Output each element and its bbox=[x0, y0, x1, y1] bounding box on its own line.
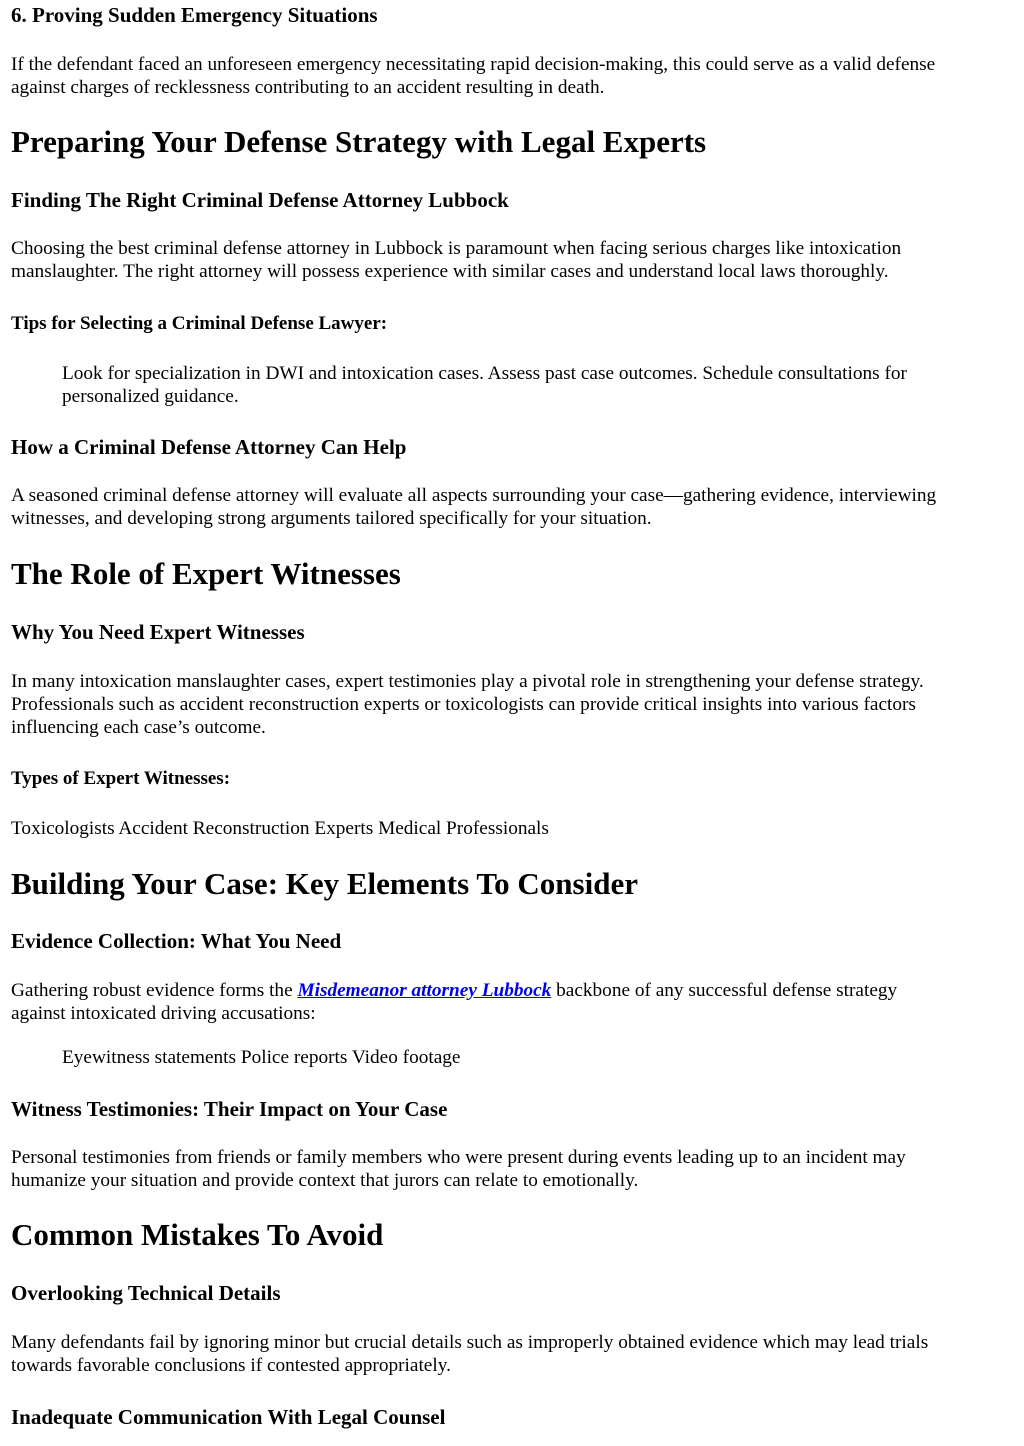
subheading-communication: Inadequate Communication With Legal Counsel bbox=[11, 1405, 446, 1429]
subheading-technical: Overlooking Technical Details bbox=[11, 1281, 281, 1305]
section-heading-mistakes: Common Mistakes To Avoid bbox=[11, 1217, 384, 1252]
subheading-evidence: Evidence Collection: What You Need bbox=[11, 929, 342, 953]
subheading-why-need: Why You Need Expert Witnesses bbox=[11, 620, 305, 644]
misdemeanor-attorney-link[interactable]: Misdemeanor attorney Lubbock bbox=[297, 980, 552, 1001]
paragraph-line: manslaughter. The right attorney will possess experience with similar cases and understand local laws thoroughly. bbox=[11, 261, 889, 282]
paragraph-line: against intoxicated driving accusations: bbox=[11, 1003, 316, 1024]
section-heading-sudden-emergency: 6. Proving Sudden Emergency Situations bbox=[11, 3, 378, 27]
subheading-testimonies: Witness Testimonies: Their Impact on Your Case bbox=[11, 1097, 448, 1121]
paragraph-line: humanize your situation and provide context that jurors can relate to emotionally. bbox=[11, 1170, 639, 1191]
paragraph-line bbox=[11, 979, 897, 1002]
list-item: personalized guidance. bbox=[62, 386, 239, 407]
section-heading-expert-witnesses: The Role of Expert Witnesses bbox=[11, 556, 401, 591]
paragraph-line: towards favorable conclusions if contested appropriately. bbox=[11, 1355, 451, 1376]
subheading-tips: Tips for Selecting a Criminal Defense Lawyer: bbox=[11, 313, 388, 334]
subheading-finding-attorney: Finding The Right Criminal Defense Attorney Lubbock bbox=[11, 188, 509, 212]
text-run: Gathering robust evidence forms the bbox=[11, 980, 298, 1001]
paragraph-line: A seasoned criminal defense attorney will evaluate all aspects surrounding your case—gathering evidence, interviewing bbox=[11, 485, 937, 506]
paragraph-line: Personal testimonies from friends or family members who were present during events leading up to an incident may bbox=[11, 1147, 906, 1168]
paragraph-line: against charges of recklessness contributing to an accident resulting in death. bbox=[11, 77, 605, 98]
paragraph-line: witnesses, and developing strong arguments tailored specifically for your situation. bbox=[11, 508, 652, 529]
section-heading-building-case: Building Your Case: Key Elements To Consider bbox=[11, 866, 638, 901]
subheading-how-help: How a Criminal Defense Attorney Can Help bbox=[11, 435, 407, 459]
paragraph-line: Toxicologists Accident Reconstruction Experts Medical Professionals bbox=[11, 818, 549, 839]
paragraph-line: Professionals such as accident reconstruction experts or toxicologists can provide critical insights into various factors bbox=[11, 694, 916, 715]
subheading-types: Types of Expert Witnesses: bbox=[11, 768, 231, 789]
paragraph-line: In many intoxication manslaughter cases, expert testimonies play a pivotal role in strengthening your defense strategy. bbox=[11, 671, 924, 692]
paragraph-line: If the defendant faced an unforeseen emergency necessitating rapid decision-making, this could serve as a valid defense bbox=[11, 54, 936, 75]
paragraph-line: influencing each case’s outcome. bbox=[11, 717, 266, 738]
section-heading-preparing-defense: Preparing Your Defense Strategy with Legal Experts bbox=[11, 124, 707, 159]
text-run: backbone of any successful defense strategy bbox=[551, 980, 898, 1001]
paragraph-line: Choosing the best criminal defense attorney in Lubbock is paramount when facing serious charges like intoxication bbox=[11, 238, 902, 259]
paragraph-line: Many defendants fail by ignoring minor but crucial details such as improperly obtained evidence which may lead trials bbox=[11, 1332, 929, 1353]
list-item: Eyewitness statements Police reports Video footage bbox=[62, 1047, 461, 1068]
list-item: Look for specialization in DWI and intoxication cases. Assess past case outcomes. Schedule consultations for bbox=[62, 363, 907, 384]
